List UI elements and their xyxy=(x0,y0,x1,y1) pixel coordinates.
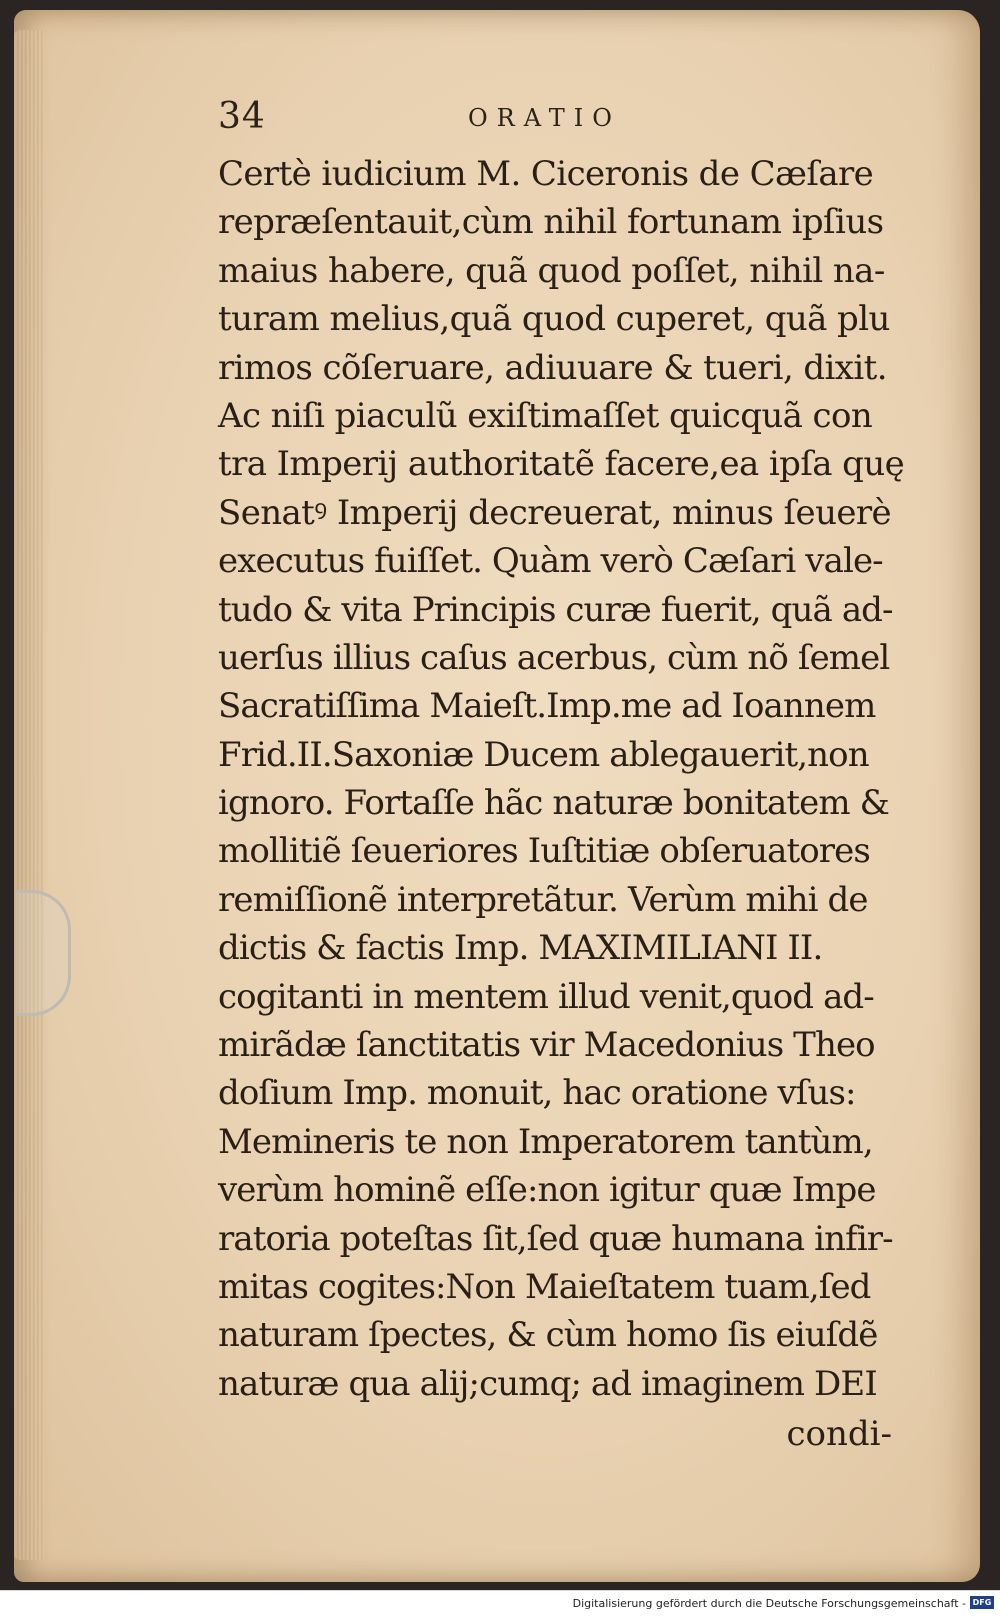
text-line: maius habere, quã quod poſſet, nihil na- xyxy=(218,250,885,291)
text-line: Sacratiſſima Maieſt.Imp.me ad Ioannem xyxy=(218,686,876,727)
text-line: Ac niſi piaculũ exiſtimaſſet quicquã con xyxy=(218,395,873,436)
text-line: naturam ſpectes, & cùm homo ſis eiuſdẽ xyxy=(218,1315,878,1356)
body-text xyxy=(218,150,908,1460)
text-line: repræſentauit,cùm nihil fortunam ipſius xyxy=(218,202,884,243)
text-line: mitas cogites:Non Maieſtatem tuam,ſed xyxy=(218,1266,871,1307)
text-line: dictis & factis Imp. MAXIMILIANI II. xyxy=(218,928,823,969)
dfg-logo[interactable]: DFG xyxy=(970,1596,994,1609)
text-line: remiſſionẽ interpretãtur. Verùm mihi de xyxy=(218,879,868,920)
text-line: rimos cõſeruare, adiuuare & tueri, dixit. xyxy=(218,347,887,388)
text-line: verùm hominẽ eſſe:non igitur quæ Impe xyxy=(218,1170,876,1211)
text-line: Certè iudicium M. Ciceronis de Cæſare xyxy=(218,154,874,194)
text-line: Senatꝰ Imperij decreuerat, minus ſeuerè xyxy=(218,492,892,533)
text-line: mollitiẽ ſeueriores Iuſtitiæ obſeruatores xyxy=(218,831,870,872)
text-line: turam melius,quã quod cuperet, quã plu xyxy=(218,299,890,340)
funding-credit: Digitalisierung gefördert durch die Deutsche Forschungsgemeinschaft - xyxy=(572,1597,966,1610)
text-line: ignoro. Fortaſſe hãc naturæ bonitatem & xyxy=(218,783,889,824)
catchword: condi- xyxy=(786,1414,892,1455)
text-line: doſium Imp. monuit, hac oratione vſus: xyxy=(218,1073,856,1114)
paper-clip xyxy=(16,890,71,1016)
page-header xyxy=(218,92,878,152)
text-line: Memineris te non Imperatorem tantùm, xyxy=(218,1121,873,1162)
text-line: executus fuiſſet. Quàm verò Cæſari vale- xyxy=(218,541,883,582)
text-line: cogitanti in mentem illud venit,quod ad- xyxy=(218,976,874,1017)
text-line: tudo & vita Principis curæ fuerit, quã ad- xyxy=(218,589,893,630)
page-edge-stack xyxy=(14,30,44,1560)
text-line: tra Imperij authoritatẽ facere,ea ipſa quę xyxy=(218,444,905,485)
text-line: Frid.II.Saxoniæ Ducem ablegauerit,non xyxy=(218,734,869,775)
running-head: ORATIO xyxy=(468,104,621,132)
footer-bar xyxy=(0,1590,1000,1616)
text-line: ratoria poteſtas ſit,ſed quæ humana infir- xyxy=(218,1218,893,1259)
text-line: naturæ qua alij;cumq; ad imaginem DEI xyxy=(218,1363,877,1404)
text-line: uerſus illius caſus acerbus, cùm nõ ſemel xyxy=(218,637,890,678)
text-line: mirãdæ ſanctitatis vir Macedonius Theo xyxy=(218,1025,875,1066)
page-number: 34 xyxy=(218,96,266,137)
